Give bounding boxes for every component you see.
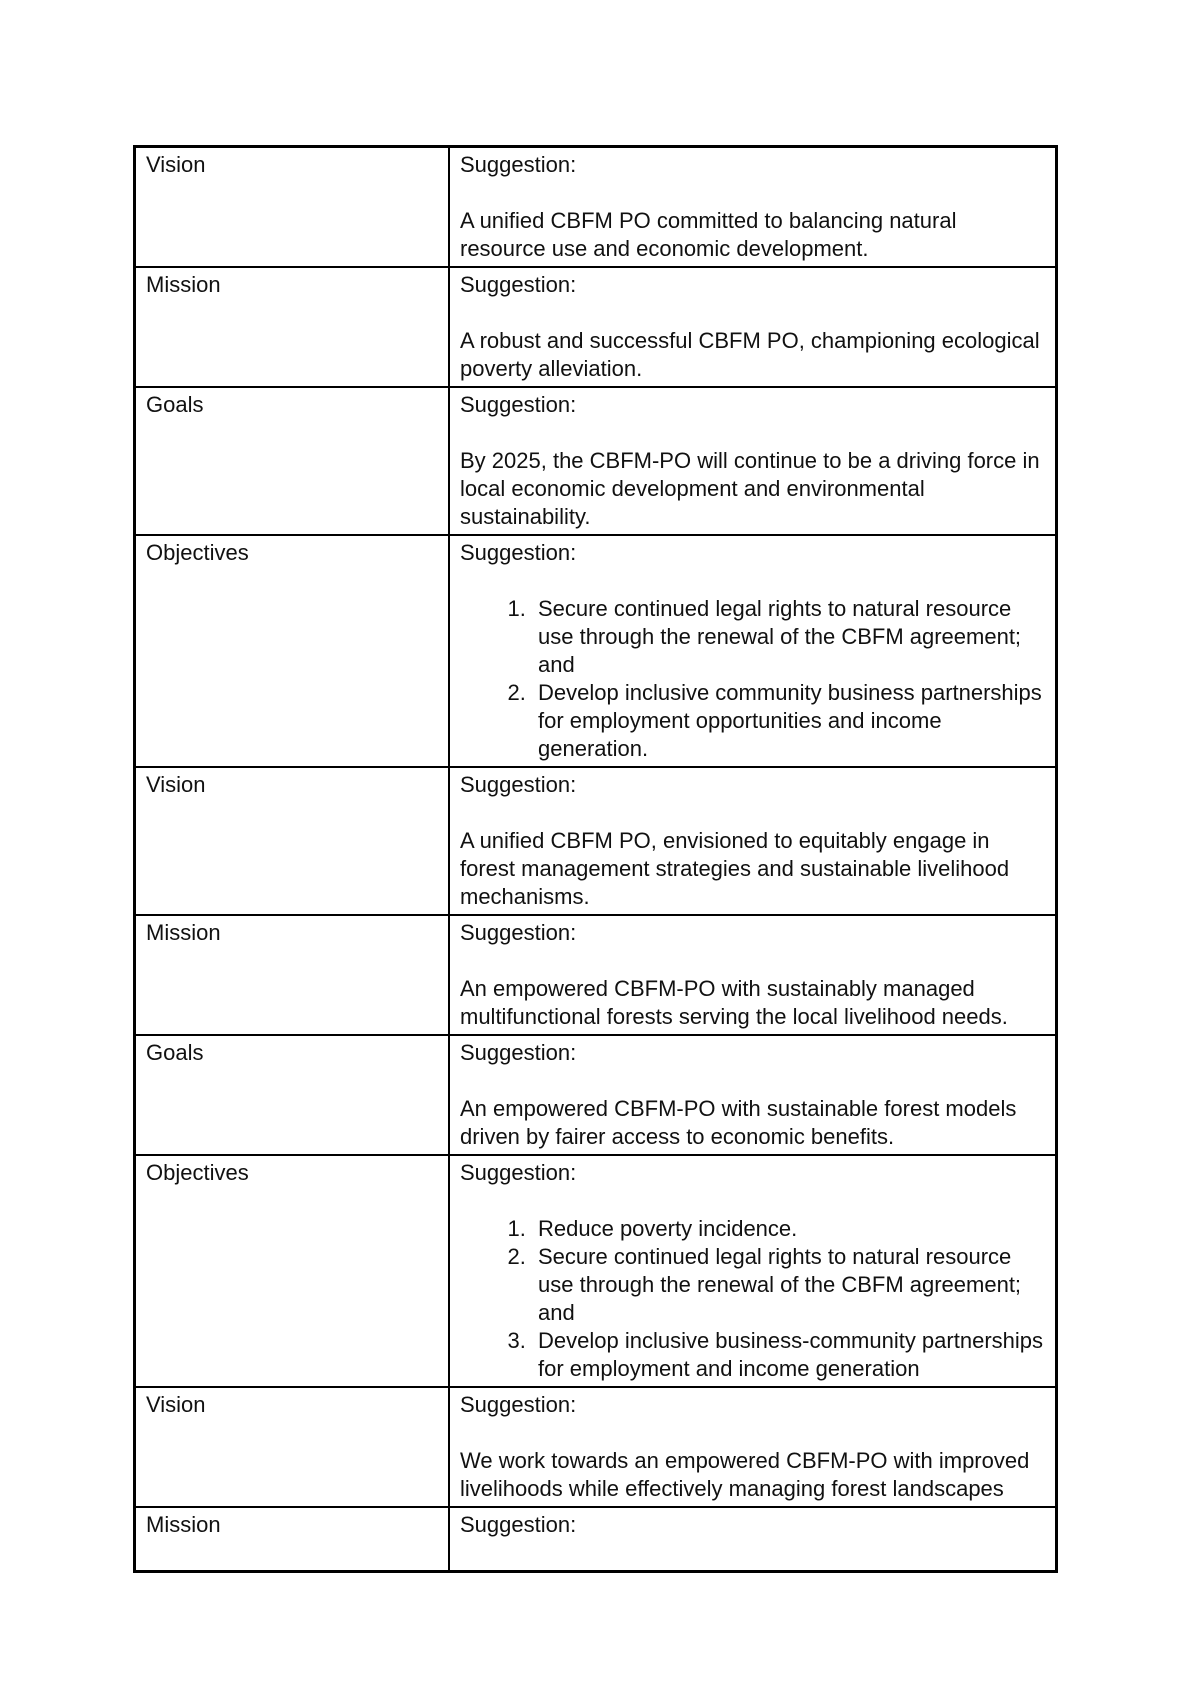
suggestion-text: A unified CBFM PO committed to balancing natural resource use and economic development.	[460, 208, 957, 261]
row-content	[449, 1507, 1057, 1572]
table-row	[135, 1387, 1057, 1507]
suggestion-heading: Suggestion:	[460, 920, 577, 945]
row-label: Vision	[135, 1387, 450, 1507]
suggestion-heading: Suggestion:	[460, 1040, 577, 1065]
row-content	[449, 535, 1057, 767]
row-content	[449, 915, 1057, 1035]
row-label: Mission	[135, 915, 450, 1035]
table-row	[135, 387, 1057, 535]
suggestion-heading: Suggestion:	[460, 1512, 577, 1537]
table-row	[135, 915, 1057, 1035]
suggestion-text: A unified CBFM PO, envisioned to equitably engage in forest management strategies and sustainable livelihood mechanisms.	[460, 828, 1010, 909]
row-label: Objectives	[135, 1155, 450, 1387]
list-item: 2. Secure continued legal rights to natural resource use through the renewal of the CBFM agreement; and	[532, 1243, 1045, 1327]
list-item: 1. Secure continued legal rights to natural resource use through the renewal of the CBFM agreement; and	[532, 595, 1045, 679]
row-label: Objectives	[135, 535, 450, 767]
table-row	[135, 535, 1057, 767]
suggestion-heading: Suggestion:	[460, 1160, 577, 1185]
objectives-list	[460, 1215, 1045, 1383]
table-row	[135, 1155, 1057, 1387]
list-item: 1. Reduce poverty incidence.	[532, 1215, 1045, 1243]
row-content	[449, 387, 1057, 535]
row-content	[449, 1387, 1057, 1507]
row-content	[449, 147, 1057, 268]
row-label: Mission	[135, 267, 450, 387]
suggestion-text: An empowered CBFM-PO with sustainable forest models driven by fairer access to economic benefits.	[460, 1096, 1017, 1149]
row-content	[449, 1035, 1057, 1155]
suggestion-heading: Suggestion:	[460, 392, 577, 417]
row-label: Mission	[135, 1507, 450, 1572]
suggestion-heading: Suggestion:	[460, 272, 577, 297]
list-item: 3. Develop inclusive business-community partnerships for employment and income generation	[532, 1327, 1045, 1383]
objectives-list	[460, 595, 1045, 763]
suggestion-text: An empowered CBFM-PO with sustainably managed multifunctional forests serving the local livelihood needs.	[460, 976, 1008, 1029]
row-label: Goals	[135, 1035, 450, 1155]
suggestion-heading: Suggestion:	[460, 152, 577, 177]
suggestion-heading: Suggestion:	[460, 1392, 577, 1417]
table-row	[135, 1507, 1057, 1572]
row-label: Vision	[135, 147, 450, 268]
vmgo-table	[133, 145, 1058, 1573]
suggestion-text: We work towards an empowered CBFM-PO with improved livelihoods while effectively managing forest landscapes	[460, 1448, 1030, 1501]
row-label: Vision	[135, 767, 450, 915]
row-content	[449, 267, 1057, 387]
table-row	[135, 147, 1057, 268]
row-content	[449, 767, 1057, 915]
suggestion-text: By 2025, the CBFM-PO will continue to be a driving force in local economic development and environmental sustainability.	[460, 448, 1040, 529]
suggestion-text: A robust and successful CBFM PO, championing ecological poverty alleviation.	[460, 328, 1040, 381]
row-label: Goals	[135, 387, 450, 535]
suggestion-heading: Suggestion:	[460, 540, 577, 565]
list-item: 2. Develop inclusive community business partnerships for employment opportunities and income generation.	[532, 679, 1045, 763]
suggestion-heading: Suggestion:	[460, 772, 577, 797]
table-row	[135, 1035, 1057, 1155]
table-row	[135, 767, 1057, 915]
row-content	[449, 1155, 1057, 1387]
table-row	[135, 267, 1057, 387]
